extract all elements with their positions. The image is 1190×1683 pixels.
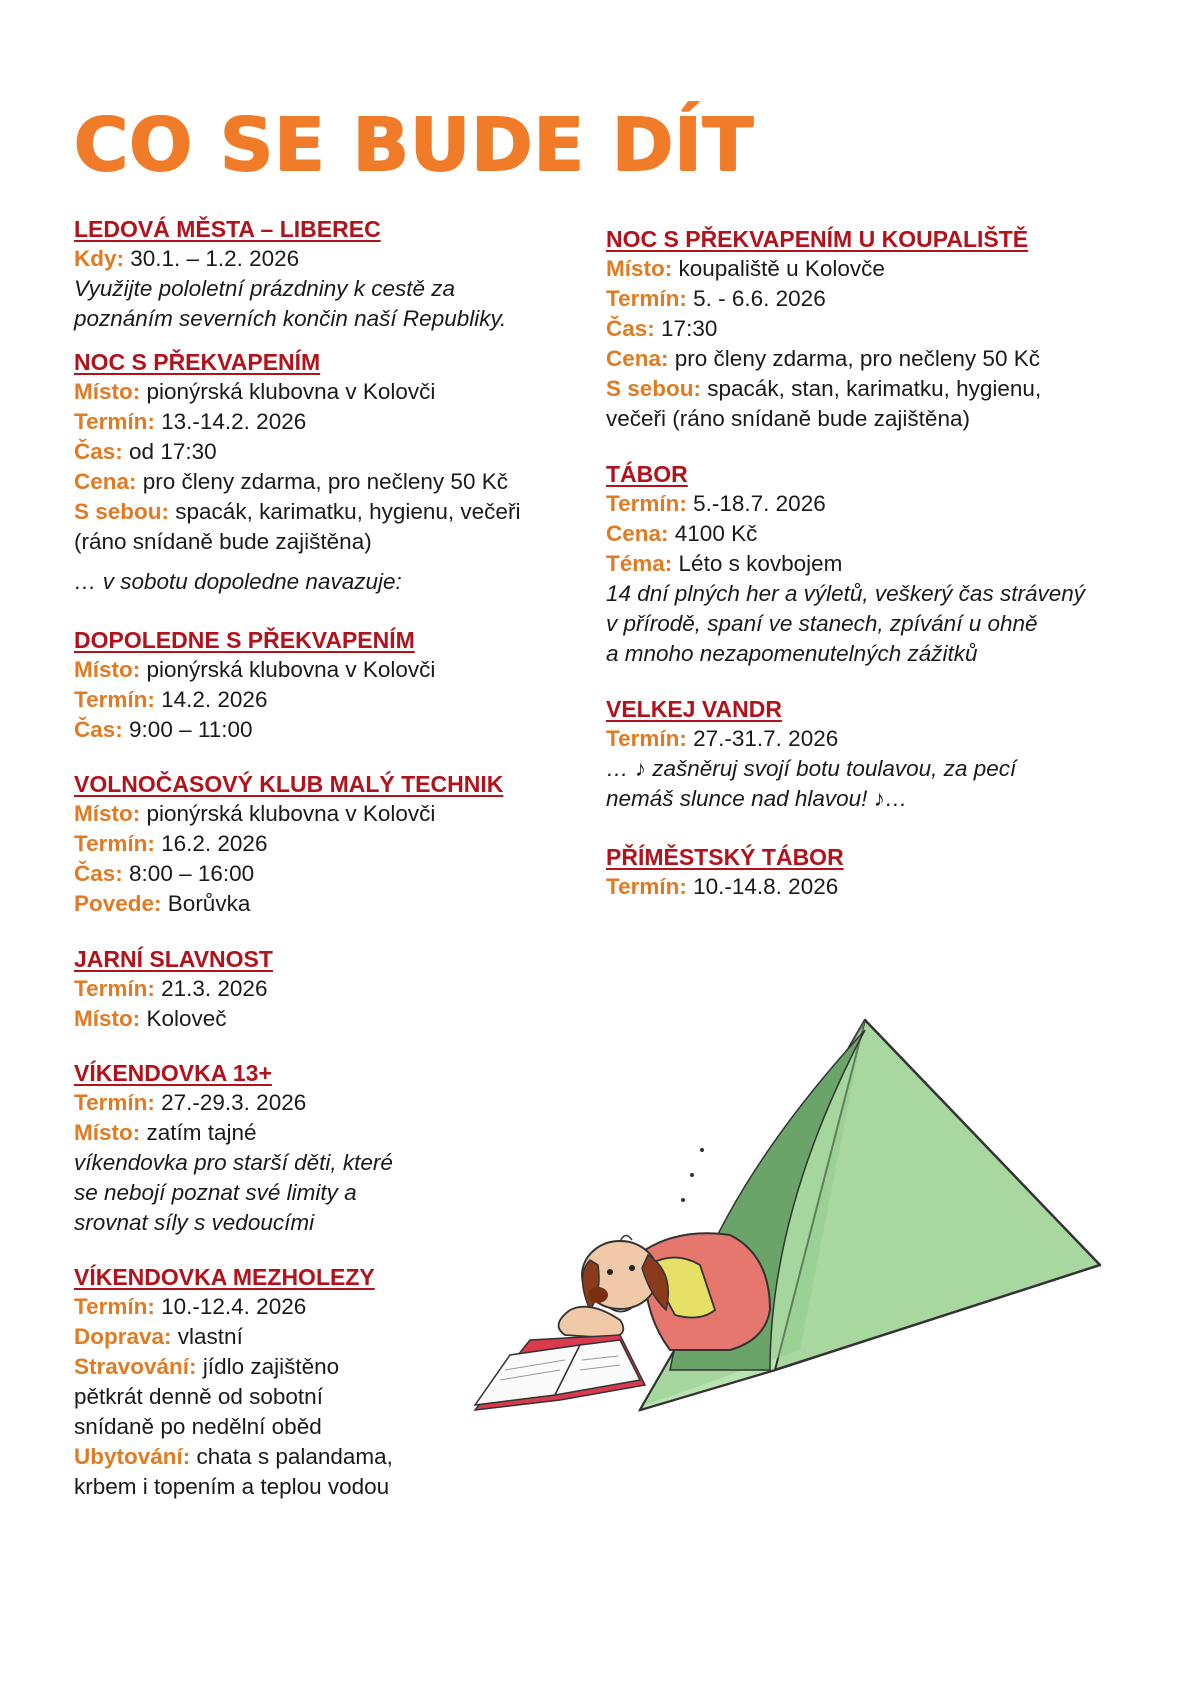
field-value: Léto s kovbojem (678, 551, 843, 576)
field-label: Termín: (74, 976, 155, 1001)
field-value: spacák, stan, karimatku, hygienu, (707, 376, 1042, 401)
event-field (606, 724, 1126, 754)
field-label: Cena: (606, 521, 669, 546)
event-note: a mnoho nezapomenutelných zážitků (606, 641, 978, 666)
event-title: TÁBOR (606, 461, 688, 487)
event-field (606, 549, 1126, 579)
event-note: srovnat síly s vedoucími (74, 1210, 315, 1235)
event-velkej-vandr (606, 694, 1126, 814)
event-title: LEDOVÁ MĚSTA – LIBEREC (74, 216, 381, 242)
event-title: VELKEJ VANDR (606, 696, 782, 722)
field-label: Místo: (74, 1006, 141, 1031)
field-label: Místo: (74, 379, 141, 404)
field-label: S sebou: (74, 499, 170, 524)
event-field (74, 407, 564, 437)
field-value: jídlo zajištěno (202, 1354, 340, 1379)
event-title: NOC S PŘEKVAPENÍM U KOUPALIŠTĚ (606, 226, 1029, 252)
field-value: 10.-14.8. 2026 (693, 874, 839, 899)
event-title: JARNÍ SLAVNOST (74, 946, 273, 972)
book-icon (475, 1335, 645, 1410)
dog-in-tent-illustration (470, 1010, 1140, 1450)
event-field (74, 859, 564, 889)
field-value: Borůvka (167, 891, 251, 916)
event-field (74, 889, 564, 919)
event-field (74, 377, 564, 407)
field-value: pionýrská klubovna v Kolovči (146, 657, 436, 682)
event-field (74, 497, 564, 527)
event-continuation: krbem i topením a teplou vodou (74, 1474, 390, 1499)
event-field (74, 715, 564, 745)
field-label: Stravování: (74, 1354, 197, 1379)
field-value: 27.-29.3. 2026 (161, 1090, 307, 1115)
field-value: 5. - 6.6. 2026 (693, 286, 826, 311)
event-note: v přírodě, spaní ve stanech, zpívání u ohně (606, 611, 1038, 636)
event-title: NOC S PŘEKVAPENÍM (74, 349, 321, 375)
field-value: chata s palandama, (196, 1444, 393, 1469)
field-label: Termín: (74, 831, 155, 856)
field-label: Doprava: (74, 1324, 172, 1349)
event-note: 14 dní plných her a výletů, veškerý čas strávený (606, 581, 1085, 606)
field-value: spacák, karimatku, hygienu, večeři (175, 499, 521, 524)
event-followup: … v sobotu dopoledne navazuje: (74, 569, 402, 594)
event-field (74, 685, 564, 715)
event-field (606, 374, 1126, 404)
event-field (74, 829, 564, 859)
field-label: Cena: (74, 469, 137, 494)
field-label: Místo: (74, 801, 141, 826)
field-label: Termín: (606, 286, 687, 311)
event-note: Využijte pololetní prázdniny k cestě za (74, 276, 456, 301)
event-primestsky-tabor (606, 842, 1126, 902)
event-field (74, 799, 564, 829)
field-value: 4100 Kč (674, 521, 758, 546)
field-value: pionýrská klubovna v Kolovči (146, 379, 436, 404)
event-field (74, 467, 564, 497)
event-note: nemáš slunce nad hlavou! ♪… (606, 786, 908, 811)
event-note: se nebojí poznat své limity a (74, 1180, 357, 1205)
field-value: 13.-14.2. 2026 (161, 409, 307, 434)
event-field (74, 974, 564, 1004)
field-label: Termín: (606, 491, 687, 516)
event-extra: večeři (ráno snídaně bude zajištěna) (606, 406, 970, 431)
field-value: 10.-12.4. 2026 (161, 1294, 307, 1319)
field-label: S sebou: (606, 376, 702, 401)
field-value: 9:00 – 11:00 (129, 717, 253, 742)
event-field (606, 284, 1126, 314)
field-value: od 17:30 (129, 439, 217, 464)
field-label: Termín: (606, 726, 687, 751)
event-note: víkendovka pro starší děti, které (74, 1150, 393, 1175)
event-field (606, 872, 1126, 902)
field-value: pro členy zdarma, pro nečleny 50 Kč (674, 346, 1040, 371)
field-label: Termín: (74, 1294, 155, 1319)
event-title: DOPOLEDNE S PŘEKVAPENÍM (74, 627, 415, 653)
field-value: vlastní (177, 1324, 243, 1349)
event-maly-technik (74, 769, 564, 919)
field-label: Místo: (74, 1120, 141, 1145)
event-dopoledne-s-prekvapenim (74, 625, 564, 745)
event-title: VÍKENDOVKA 13+ (74, 1060, 272, 1086)
field-label: Termín: (74, 687, 155, 712)
event-field (74, 437, 564, 467)
event-field (606, 344, 1126, 374)
event-title: VOLNOČASOVÝ KLUB MALÝ TECHNIK (74, 771, 504, 797)
event-continuation: snídaně po nedělní oběd (74, 1414, 322, 1439)
event-field (606, 314, 1126, 344)
field-label: Termín: (74, 409, 155, 434)
field-value: 30.1. – 1.2. 2026 (130, 246, 300, 271)
field-value: 5.-18.7. 2026 (693, 491, 826, 516)
event-title: VÍKENDOVKA MEZHOLEZY (74, 1264, 375, 1290)
event-extra: (ráno snídaně bude zajištěna) (74, 529, 372, 554)
field-label: Termín: (74, 1090, 155, 1115)
event-field (606, 254, 1126, 284)
event-field (606, 519, 1126, 549)
field-label: Kdy: (74, 246, 124, 271)
field-value: 21.3. 2026 (161, 976, 268, 1001)
field-label: Povede: (74, 891, 162, 916)
event-note: poznáním severních končin naší Republiky. (74, 306, 507, 331)
event-field (74, 655, 564, 685)
event-note: … ♪ zašněruj svojí botu toulavou, za pecí (606, 756, 1017, 781)
field-value: 17:30 (661, 316, 718, 341)
event-tabor (606, 459, 1126, 669)
tent-icon (640, 1020, 1100, 1410)
field-value: 8:00 – 16:00 (129, 861, 255, 886)
field-label: Místo: (74, 657, 141, 682)
field-label: Místo: (606, 256, 673, 281)
field-value: pro členy zdarma, pro nečleny 50 Kč (142, 469, 508, 494)
event-title: PŘÍMĚSTSKÝ TÁBOR (606, 844, 844, 870)
field-value: koupaliště u Kolovče (678, 256, 885, 281)
field-value: 14.2. 2026 (161, 687, 268, 712)
field-value: zatím tajné (146, 1120, 257, 1145)
field-label: Čas: (74, 717, 123, 742)
field-value: pionýrská klubovna v Kolovči (146, 801, 436, 826)
field-value: Koloveč (146, 1006, 227, 1031)
field-value: 27.-31.7. 2026 (693, 726, 839, 751)
field-label: Čas: (606, 316, 655, 341)
event-field (74, 244, 564, 274)
field-label: Čas: (74, 439, 123, 464)
field-label: Termín: (606, 874, 687, 899)
field-label: Čas: (74, 861, 123, 886)
field-label: Ubytování: (74, 1444, 191, 1469)
page-title: CO SE BUDE DÍT (74, 102, 755, 188)
field-label: Téma: (606, 551, 673, 576)
event-continuation: pětkrát denně od sobotní (74, 1384, 323, 1409)
event-ledova-mesta (74, 214, 564, 334)
event-field (606, 489, 1126, 519)
event-noc-s-prekvapenim (74, 347, 564, 597)
event-noc-u-koupaliste (606, 224, 1126, 434)
field-value: 16.2. 2026 (161, 831, 268, 856)
field-label: Cena: (606, 346, 669, 371)
